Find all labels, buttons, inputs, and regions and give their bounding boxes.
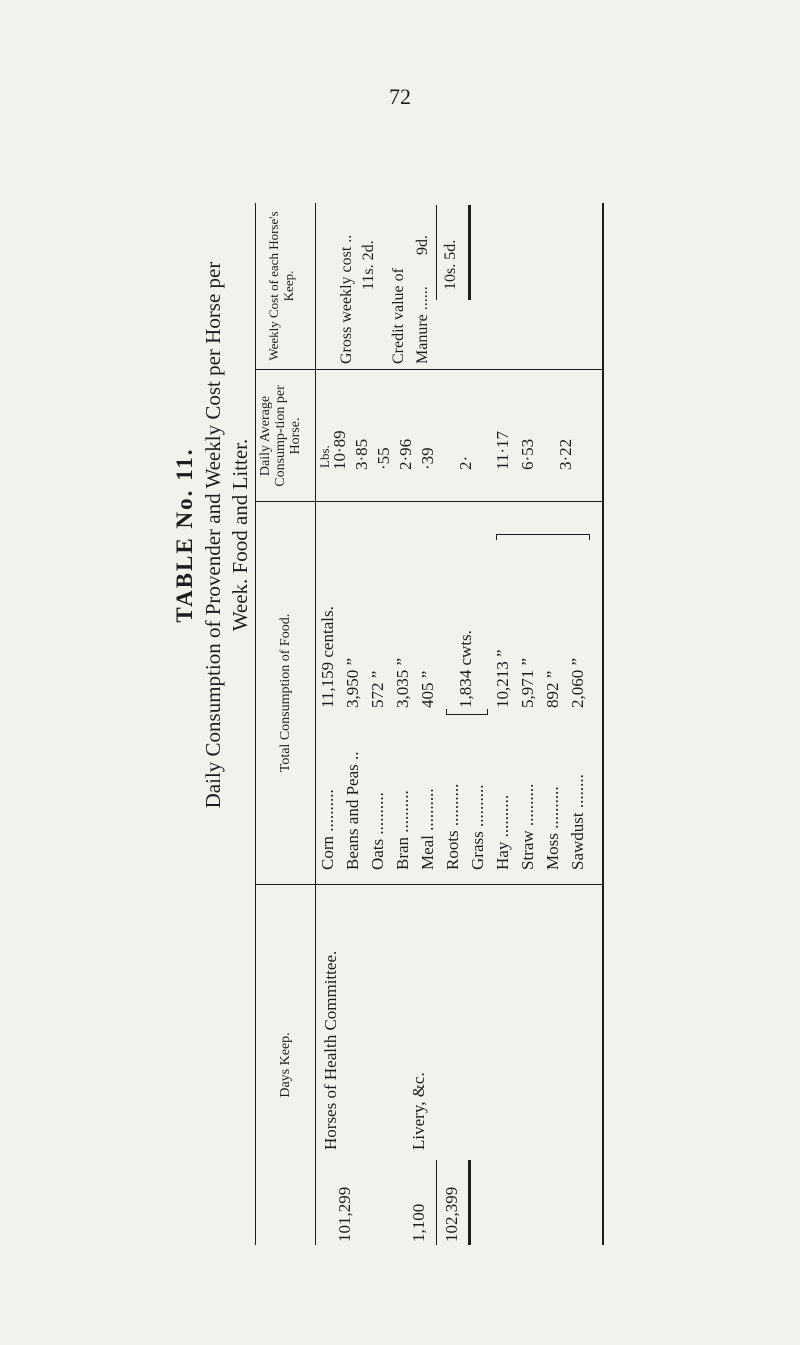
days-kept-value-2: 1,100 bbox=[409, 1203, 428, 1242]
food-name-sawdust: Sawdust ........ bbox=[568, 774, 587, 870]
food-name-bran: Bran .......... bbox=[393, 790, 412, 870]
column-divider-2 bbox=[255, 501, 602, 502]
days-total-double-rule bbox=[468, 1160, 471, 1245]
food-name-grass: Grass .......... bbox=[468, 784, 487, 870]
days-kept-value-1: 101,299 bbox=[335, 1186, 354, 1242]
cost-total-double-rule bbox=[468, 205, 471, 300]
avg-bran: 2·96 bbox=[396, 438, 415, 470]
food-qty-meal: 405 ” bbox=[418, 670, 437, 708]
credit-value-label-1: Credit value of bbox=[390, 268, 407, 364]
avg-roots-grass: 2· bbox=[456, 455, 475, 470]
hay-straw-moss-sawdust-brace bbox=[496, 534, 590, 540]
column-divider-1 bbox=[255, 884, 602, 885]
food-qty-straw: 5,971 ” bbox=[518, 657, 537, 708]
food-name-beans-peas: Beans and Peas .. bbox=[343, 751, 362, 870]
credit-value-amount: 9d. bbox=[414, 235, 431, 255]
food-name-moss: Moss .......... bbox=[543, 786, 562, 870]
days-kept-label-1: Horses of Health Committee. bbox=[321, 950, 340, 1150]
table-title: TABLE No. 11. bbox=[172, 447, 197, 623]
avg-corn: 10·89 bbox=[330, 430, 349, 470]
food-qty-oats: 572 ” bbox=[368, 670, 387, 708]
avg-straw: 6·53 bbox=[518, 438, 537, 470]
page-number: 72 bbox=[389, 84, 411, 109]
net-weekly-cost: 10s. 5d. bbox=[442, 239, 459, 290]
header-days-kept: Days Keep. bbox=[278, 1032, 293, 1098]
avg-beans-peas: 3·85 bbox=[352, 438, 371, 470]
avg-meal: ·39 bbox=[418, 447, 437, 470]
avg-moss-sawdust: 3·22 bbox=[556, 438, 575, 470]
credit-value-label-2: Manure ...... bbox=[414, 286, 431, 364]
food-qty-bran: 3,035 ” bbox=[393, 657, 412, 708]
food-name-hay: Hay .......... bbox=[493, 794, 512, 870]
roots-grass-brace bbox=[446, 709, 488, 715]
header-total-consumption: Total Consumption of Food. bbox=[278, 613, 293, 773]
avg-hay: 11·17 bbox=[493, 430, 512, 470]
days-kept-label-2: Livery, &c. bbox=[409, 1072, 428, 1150]
table-top-rule bbox=[255, 203, 256, 1245]
lbs-unit-label: Lbs. bbox=[317, 445, 332, 468]
food-qty-sawdust: 2,060 ” bbox=[568, 657, 587, 708]
header-daily-average: Daily Average Consump-tion per Horse. bbox=[258, 385, 303, 487]
food-qty-hay: 10,213 ” bbox=[493, 649, 512, 708]
column-divider-3 bbox=[255, 369, 602, 370]
food-name-meal: Meal .......... bbox=[418, 788, 437, 870]
food-qty-corn: 11,159 centals. bbox=[318, 606, 337, 708]
food-name-straw: Straw .......... bbox=[518, 783, 537, 870]
gross-cost-label: Gross weekly cost .. bbox=[338, 234, 355, 364]
table-subtitle: Daily Consumption of Provender and Weekly Cost per Horse per Week. Food and Litter. bbox=[201, 261, 252, 809]
rotated-table-page bbox=[170, 211, 770, 1300]
cost-subtotal-rule bbox=[436, 205, 437, 300]
food-name-corn: Corn .......... bbox=[318, 789, 337, 870]
header-bottom-rule bbox=[315, 203, 316, 1245]
days-total-rule bbox=[436, 1160, 437, 1245]
days-kept-total: 102,399 bbox=[442, 1186, 461, 1242]
food-qty-roots-grass: 1,834 cwts. bbox=[456, 630, 475, 708]
food-qty-moss: 892 ” bbox=[543, 670, 562, 708]
gross-cost-value: 11s. 2d. bbox=[360, 240, 377, 290]
header-weekly-cost: Weekly Cost of each Horse's Keep. bbox=[266, 211, 296, 361]
food-qty-beans-peas: 3,950 ” bbox=[343, 657, 362, 708]
avg-oats: ·55 bbox=[374, 447, 393, 470]
food-name-roots: Roots .......... bbox=[443, 783, 462, 870]
table-bottom-rule bbox=[602, 203, 604, 1245]
food-name-oats: Oats .......... bbox=[368, 792, 387, 870]
